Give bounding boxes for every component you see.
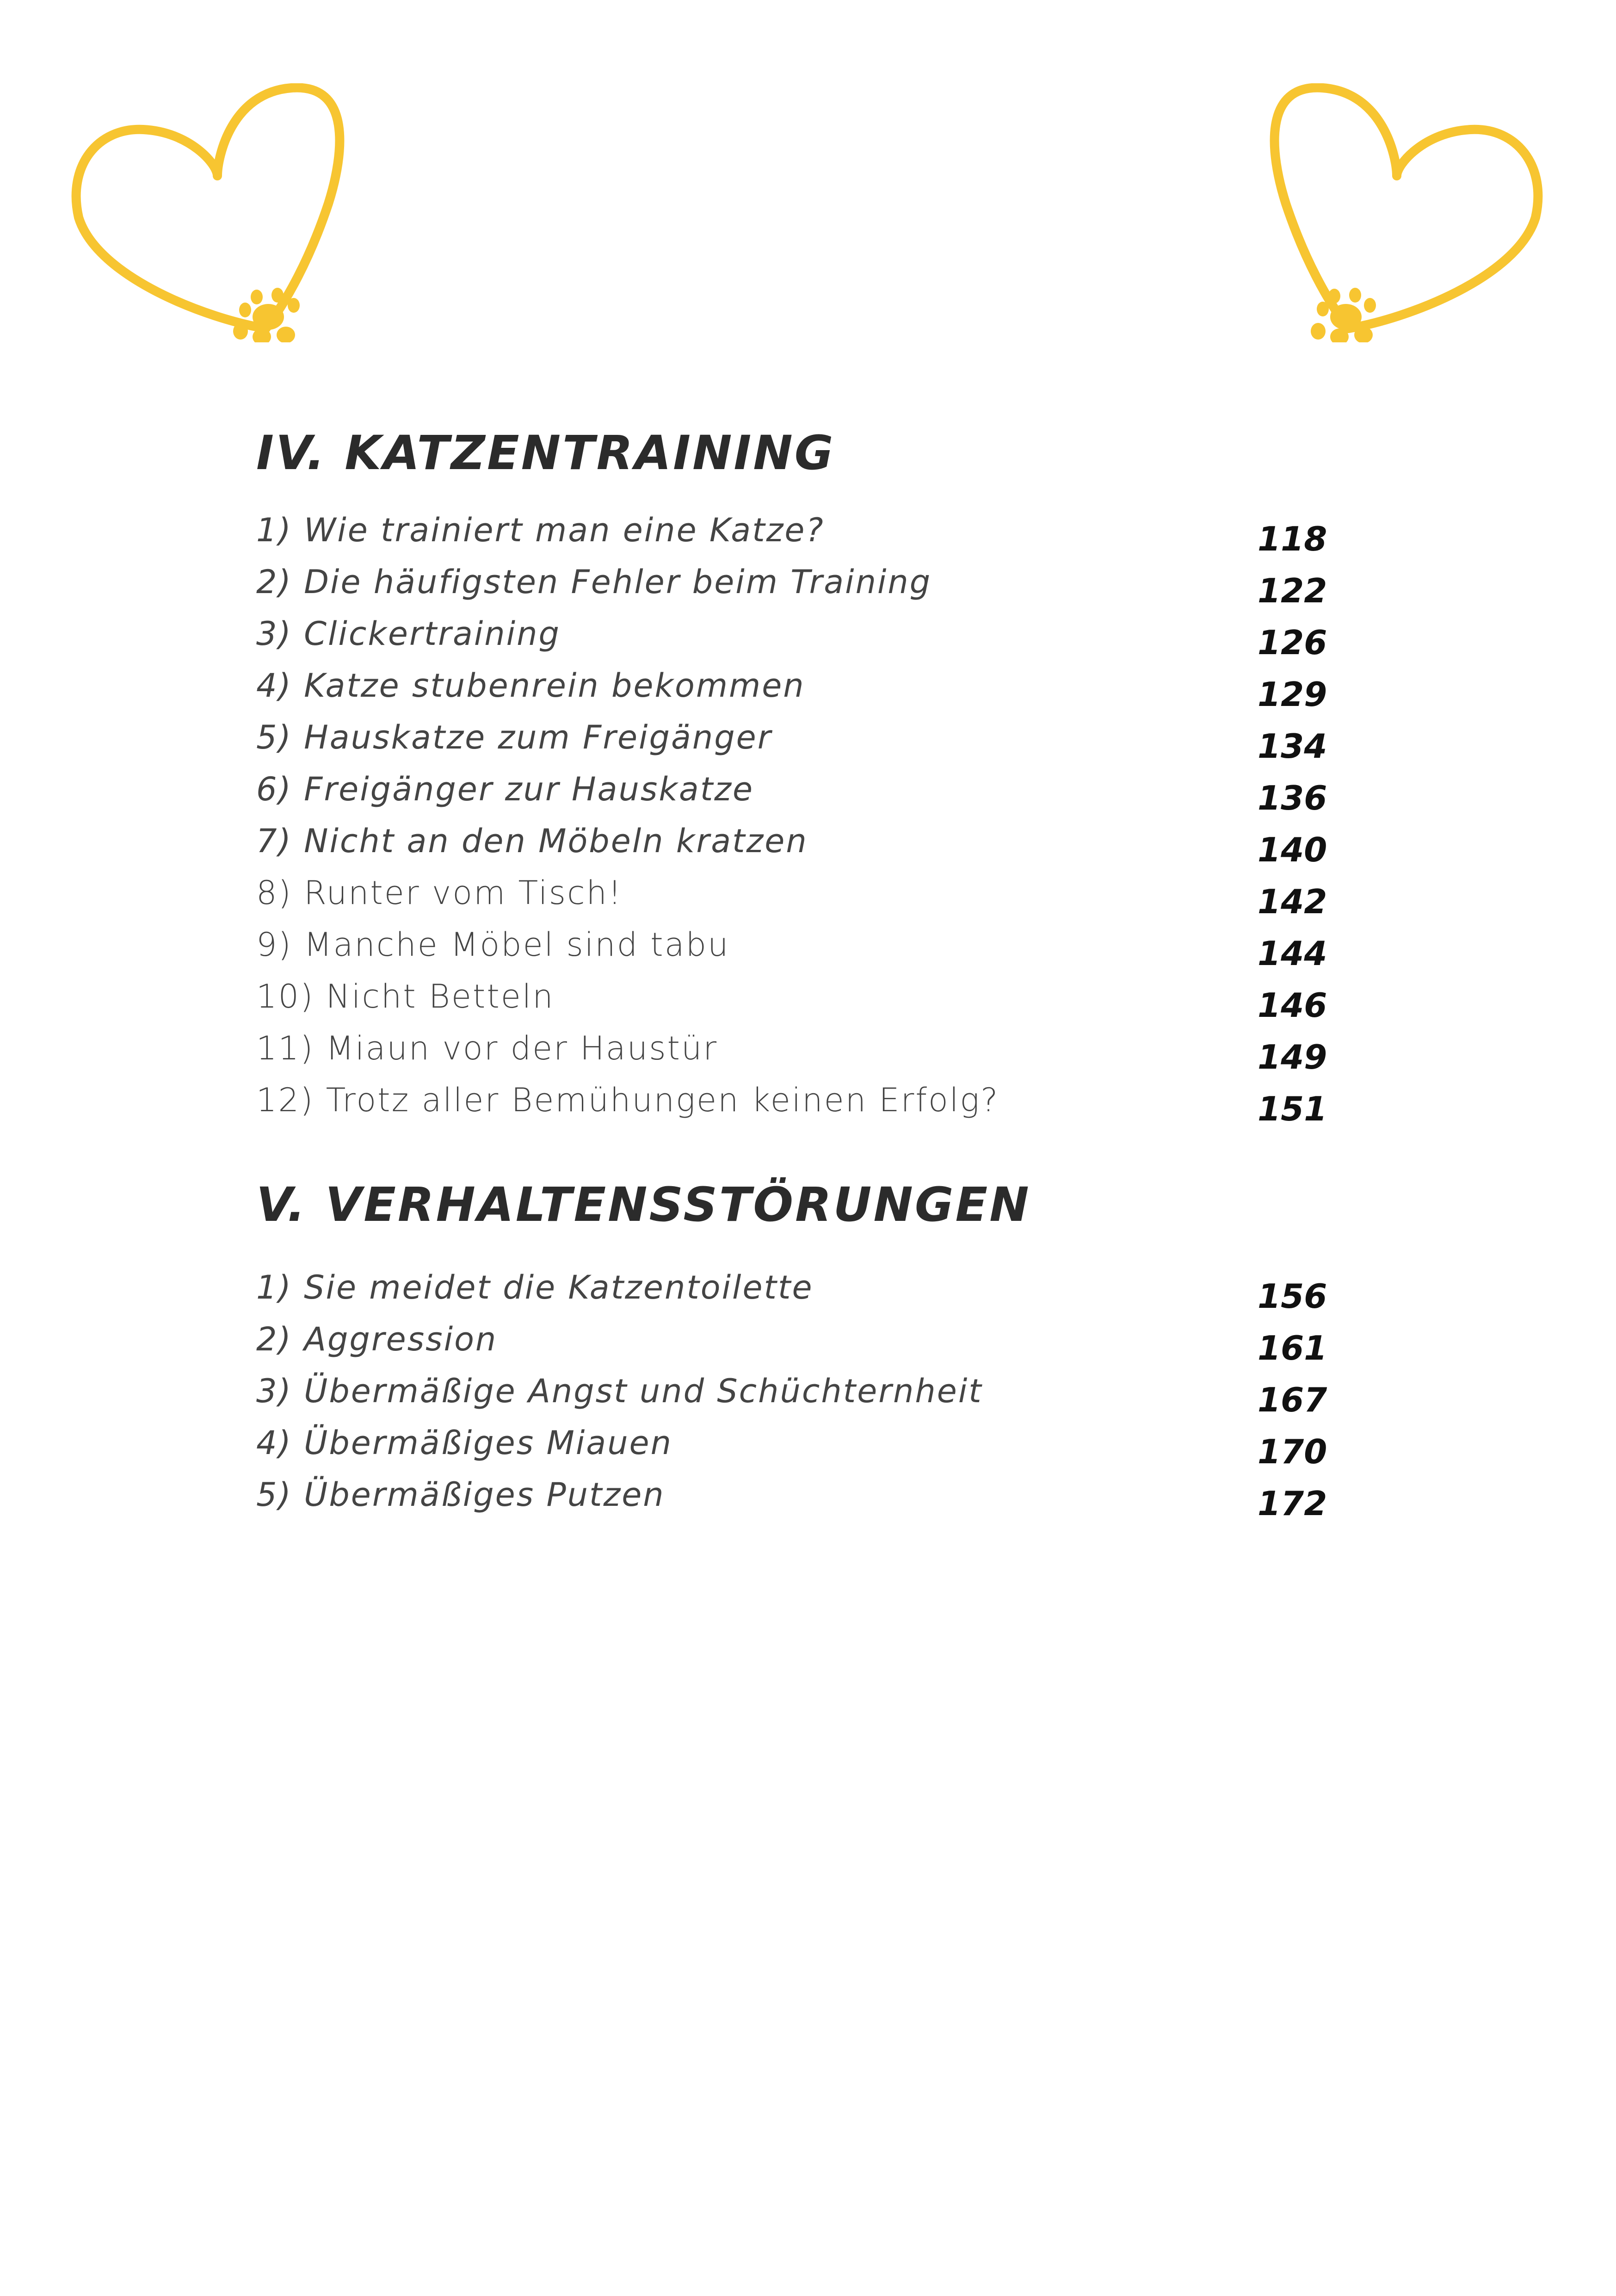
toc-entry (256, 1269, 1366, 1320)
toc-entry-label: 8) Runter vom Tisch! (256, 874, 623, 912)
toc-entry-page: 122 (1258, 571, 1327, 610)
toc-entry (256, 718, 1366, 770)
toc-entry (256, 511, 1366, 563)
toc-entry-page: 140 (1258, 830, 1327, 869)
toc-entry-label: 7) Nicht an den Möbeln kratzen (256, 822, 808, 860)
section-title: V. VERHALTENSSTÖRUNGEN (256, 1177, 1031, 1232)
toc-entry (256, 822, 1366, 874)
toc-entry-label: 3) Übermäßige Angst und Schüchternheit (256, 1372, 983, 1410)
toc-entry (256, 667, 1366, 718)
toc-entry (256, 563, 1366, 615)
toc-entry (256, 1081, 1366, 1133)
toc-entry-page: 126 (1258, 623, 1327, 662)
heart-with-paw-icon (1267, 83, 1545, 342)
toc-entry-page: 144 (1258, 934, 1327, 973)
toc-entry-page: 170 (1258, 1432, 1327, 1471)
toc-entry-label: 4) Katze stubenrein bekommen (256, 667, 805, 705)
toc-entry-page: 118 (1258, 520, 1327, 558)
section-title: IV. KATZENTRAINING (256, 426, 835, 481)
toc-entry-page: 134 (1258, 727, 1327, 766)
toc-entry-page: 129 (1258, 675, 1327, 714)
toc-entry-page: 151 (1258, 1089, 1327, 1128)
toc-entry-label: 12) Trotz aller Bemühungen keinen Erfolg? (256, 1081, 999, 1119)
toc-entry-page: 136 (1258, 779, 1327, 817)
toc-entry (256, 926, 1366, 978)
toc-entry-label: 5) Übermäßiges Putzen (256, 1476, 665, 1514)
toc-entry-page: 167 (1258, 1380, 1327, 1419)
toc-entry-label: 2) Die häufigsten Fehler beim Training (256, 563, 932, 601)
toc-entry-page: 146 (1258, 986, 1327, 1025)
toc-entry-label: 1) Sie meidet die Katzentoilette (256, 1269, 814, 1306)
toc-entry-label: 4) Übermäßiges Miauen (256, 1424, 672, 1462)
toc-entry-page: 142 (1258, 882, 1327, 921)
toc-entry-label: 2) Aggression (256, 1320, 498, 1358)
toc-entry-label: 5) Hauskatze zum Freigänger (256, 718, 772, 756)
toc-entry-page: 172 (1258, 1484, 1327, 1523)
toc-entry (256, 1424, 1366, 1476)
toc-entry (256, 1029, 1366, 1081)
toc-entry (256, 770, 1366, 822)
toc-entry-label: 3) Clickertraining (256, 615, 561, 653)
toc-entry (256, 874, 1366, 926)
paw-icon (1311, 288, 1376, 342)
toc-entry (256, 1476, 1366, 1528)
toc-entry-label: 10) Nicht Betteln (256, 978, 555, 1015)
toc-entry-label: 9) Manche Möbel sind tabu (256, 926, 730, 964)
toc-entry-label: 11) Miaun vor der Haustür (256, 1029, 718, 1067)
toc-entry (256, 615, 1366, 667)
toc-entry-page: 161 (1258, 1329, 1327, 1368)
toc-entry-label: 1) Wie trainiert man eine Katze? (256, 511, 825, 549)
toc-entry (256, 978, 1366, 1029)
heart-with-paw-icon (69, 83, 347, 342)
toc-entry-page: 149 (1258, 1038, 1327, 1077)
toc-entry (256, 1320, 1366, 1372)
toc-entry (256, 1372, 1366, 1424)
toc-entry-label: 6) Freigänger zur Hauskatze (256, 770, 754, 808)
toc-entry-page: 156 (1258, 1277, 1327, 1316)
